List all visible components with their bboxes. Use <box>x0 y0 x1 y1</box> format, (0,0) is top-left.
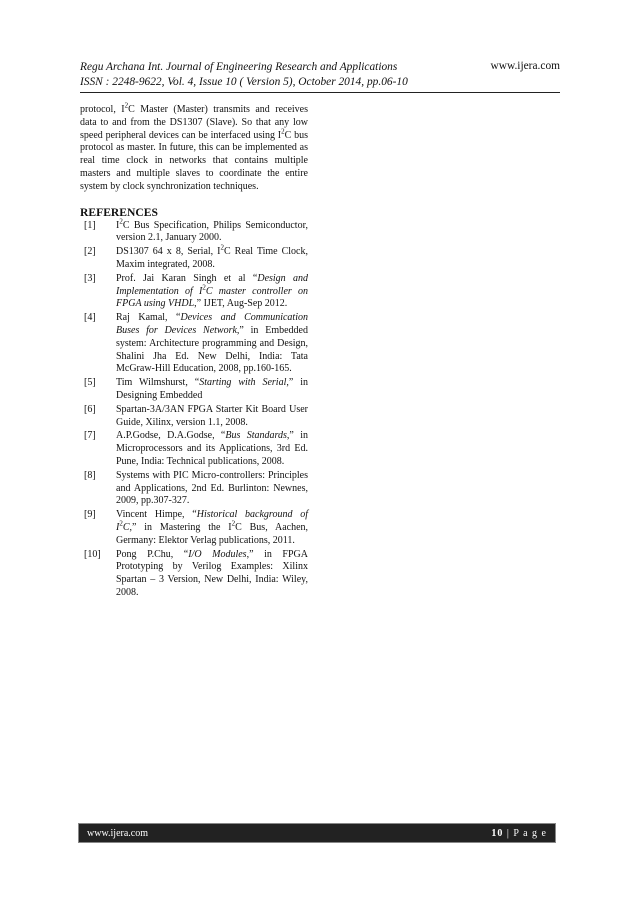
conclusion-paragraph: protocol, $I^2C$ Master (Master) transmits and receives data to and from the DS1307 (Slave). So that any low speed peripheral devices can be interfaced using $I^2C$ bus protocol as master. In future, this can be implemented as real time clock in networks that contains multiple masters and multiple slaves to coordinate the entire system by clock synchronization techniques. <box>80 101 308 192</box>
left-column <box>80 101 309 601</box>
reference-8: [8] Systems with PIC Micro-controllers: Principles and Applications, 2nd Ed. Burlinton: Newnes, 2009, pp.307-327. <box>84 469 308 507</box>
reference-5: [5] Tim Wilmshurst, “Starting with Serial,” in Designing Embedded <box>84 377 309 401</box>
reference-4: [4] Raj Kamal, “Devices and Communication Buses for Devices Network,” in Embedded system: Architecture programming and Design, Shalini Jha Ed. New Delhi, India: Tata McGraw-Hill Education, 2008, pp.160-165. <box>84 312 308 375</box>
reference-3: [3] Prof. Jai Karan Singh et al “Design and Implementation of $I^2C$ master controller on FPGA using VHDL,” IJET, Aug-Sep 2012. <box>84 272 309 310</box>
footer-website: www.ijera.com <box>87 828 148 839</box>
reference-7: [7] A.P.Godse, D.A.Godse, “Bus Standards,” in Microprocessors and its Applications, 3rd Ed. Pune, India: Technical publications, 2008. <box>84 430 308 467</box>
header-website: www.ijera.com <box>490 60 560 72</box>
issn-line: ISSN : 2248-9622, Vol. 4, Issue 10 ( Version 5), October 2014, pp.06-10 <box>80 76 408 88</box>
page-number: 10 | P a g e <box>491 828 547 839</box>
journal-title: Regu Archana Int. Journal of Engineering Research and Applications <box>80 61 398 73</box>
reference-1: [1] $I^2C$ Bus Specification, Philips Semiconductor, version 2.1, January 2000. <box>84 217 308 244</box>
header-rule <box>80 92 560 93</box>
reference-9: [9] Vincent Himpe, “Historical background of $I^2C$,” in Mastering the $I^2C$ Bus, Aachen, Germany: Elektor Verlag publications, 2011. <box>84 509 309 546</box>
references-heading: REFERENCES <box>80 205 158 219</box>
reference-6: [6] Spartan-3A/3AN FPGA Starter Kit Board User Guide, Xilinx, version 1.1, 2008. <box>84 403 308 428</box>
page-footer <box>78 823 556 843</box>
reference-10: [10] Pong P.Chu, “I/O Modules,” in FPGA Prototyping by Verilog Examples: Xilinx Spartan – 3 Version, New Delhi, India: Wiley, 2008. <box>84 548 308 598</box>
reference-2: [2] DS1307 64 x 8, Serial, $I^2C$ Real Time Clock, Maxim integrated, 2008. <box>84 243 308 270</box>
reference-list <box>80 217 309 600</box>
running-header <box>80 60 560 90</box>
